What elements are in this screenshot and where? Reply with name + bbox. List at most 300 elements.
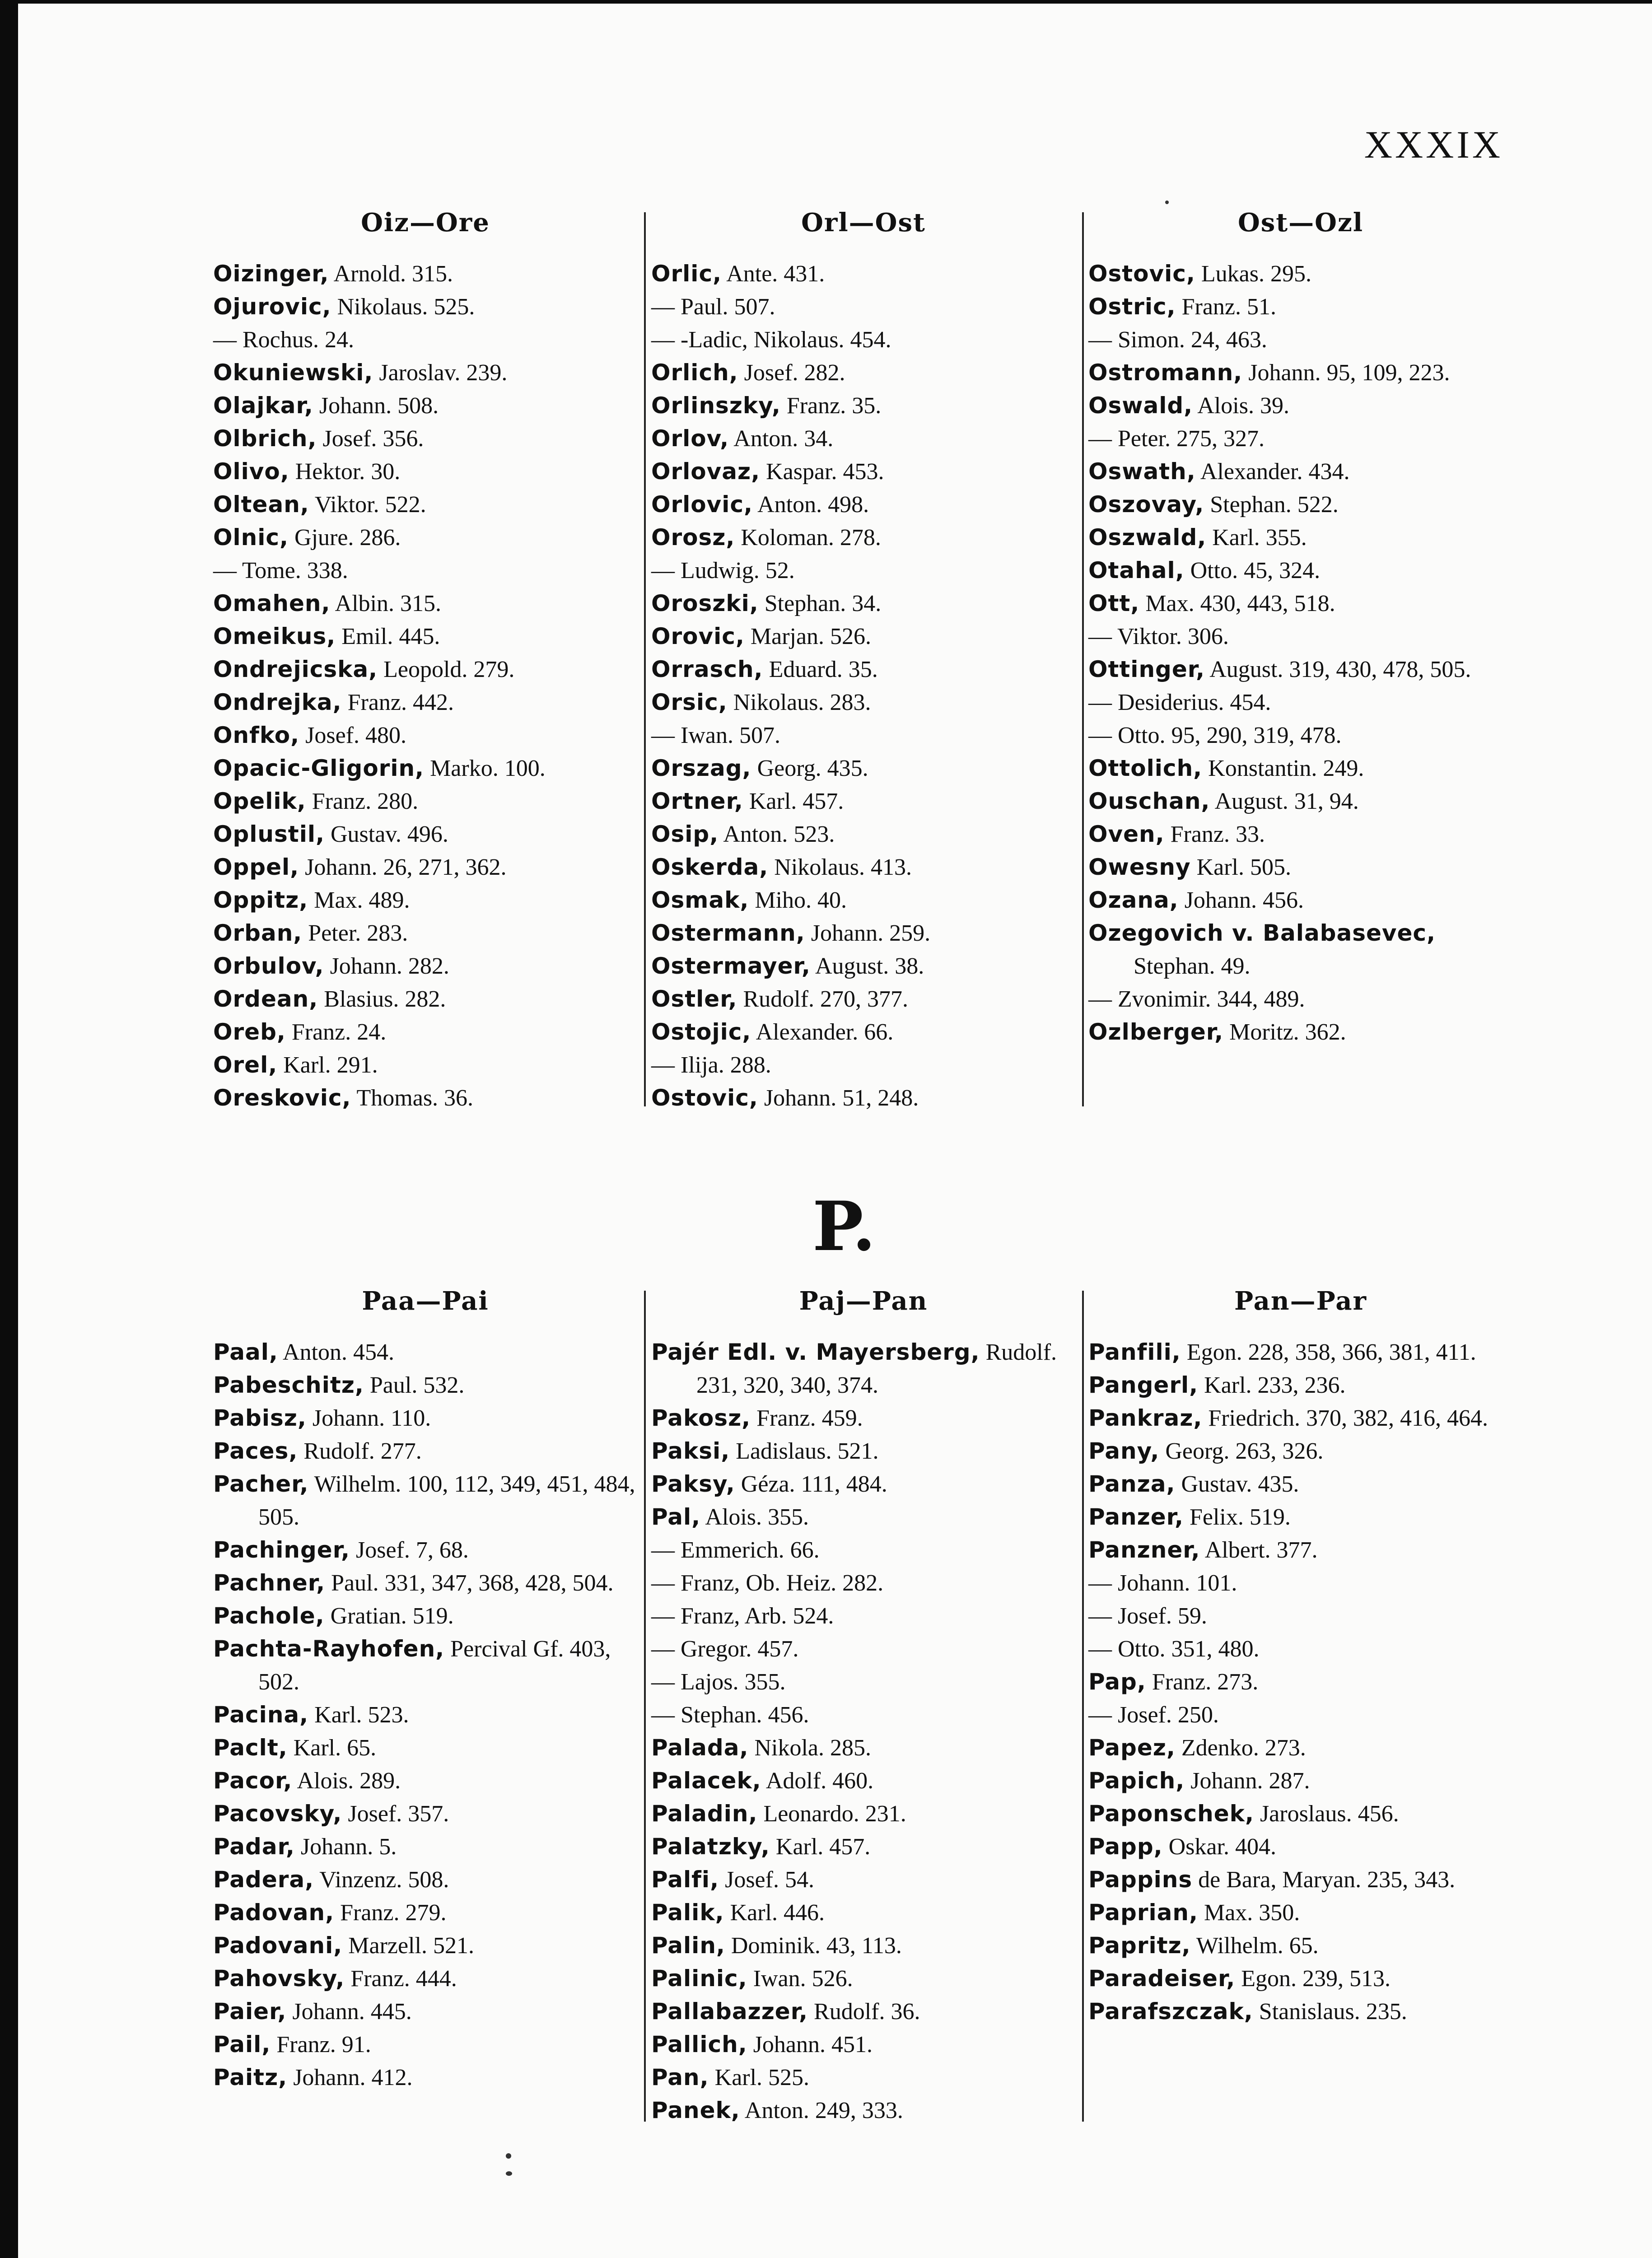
entry-details: Franz. 24. [285,1019,387,1045]
index-entry [1088,620,1513,653]
index-entry [213,290,638,323]
entry-surname: Omeikus, [213,623,336,649]
entry-surname: Orlich, [651,359,738,386]
index-entry [1088,290,1513,323]
entry-surname: Oskerda, [651,854,769,880]
column-header: Paj—Pan [799,1286,928,1316]
entry-surname: Olnic, [213,524,289,551]
entry-details: — Josef. 59. [1088,1603,1207,1629]
entry-surname: Orlovic, [651,491,753,518]
entry-details: Josef. 54. [719,1867,814,1893]
entry-details: Rudolf. 270, 377. [737,986,908,1012]
index-entry [651,455,1076,488]
entry-surname: Pap, [1088,1669,1146,1695]
index-entry [651,653,1076,686]
entry-details: Josef. 7, 68. [350,1537,469,1563]
entry-surname: Ostler, [651,986,737,1012]
entry-surname: Paradeiser, [1088,1965,1236,1992]
entry-details: Johann. 26, 271, 362. [299,854,507,880]
entry-details: — Emmerich. 66. [651,1537,820,1563]
entry-surname: Palada, [651,1735,749,1761]
column [1088,1286,1513,2028]
entry-details: — Otto. 95, 290, 319, 478. [1088,723,1342,748]
index-entry [651,1731,1076,1764]
entry-surname: Olbrich, [213,425,317,452]
entry-surname: Papez, [1088,1735,1176,1761]
entry-surname: Pabisz, [213,1405,307,1431]
entry-details: Egon. 239, 513. [1235,1966,1391,1992]
entry-surname: Pal, [651,1504,701,1530]
entry-details: Felix. 519. [1183,1504,1291,1530]
top-section [18,208,1652,1111]
index-entry [213,620,638,653]
index-entry [1088,653,1513,686]
section-letter: P. [812,1187,876,1266]
index-entry [651,1962,1076,1995]
index-entry [1088,554,1513,587]
index-entry [651,983,1076,1016]
index-entry [1088,851,1513,884]
entry-list [213,257,638,1115]
entry-surname: Ostovic, [1088,261,1195,287]
entry-surname: Pachole, [213,1603,325,1629]
entry-surname: Oltean, [213,491,309,518]
entry-details: Karl. 355. [1206,525,1307,551]
entry-surname: Oswath, [1088,458,1196,485]
entry-details: Gustav. 496. [324,821,448,847]
index-entry [1088,1402,1513,1435]
entry-surname: Onfko, [213,722,300,748]
entry-details: Franz. 51. [1176,294,1277,320]
entry-surname: Orel, [213,1052,278,1078]
index-entry [651,290,1076,323]
entry-surname: Ojurovic, [213,294,331,320]
index-entry [213,1929,638,1962]
entry-surname: Panzner, [1088,1537,1200,1563]
entry-surname: Padar, [213,1833,295,1860]
entry-surname: Paal, [213,1339,278,1365]
entry-surname: Palacek, [651,1768,761,1794]
index-entry [1088,1764,1513,1797]
index-entry [213,785,638,818]
entry-details: — Iwan. 507. [651,723,780,748]
entry-surname: Oppel, [213,854,299,880]
entry-surname: Pail, [213,2031,271,2057]
entry-surname: Oppitz, [213,887,308,913]
entry-surname: Palfi, [651,1866,719,1893]
entry-details: Anton. 523. [719,821,835,847]
entry-surname: Pangerl, [1088,1372,1199,1398]
index-entry [651,785,1076,818]
entry-details: — Desiderius. 454. [1088,690,1271,715]
entry-details: Rudolf. 277. [298,1438,422,1464]
column-divider [644,212,646,1106]
entry-details: Josef. 356. [317,426,424,452]
entry-surname: Pajér Edl. v. Mayersberg, [651,1339,980,1365]
index-entry [213,389,638,422]
entry-details: Moritz. 362. [1223,1019,1346,1045]
entry-details: — Johann. 101. [1088,1570,1237,1596]
entry-details: Leopold. 279. [378,657,515,682]
index-entry [1088,1830,1513,1863]
entry-surname: Paksi, [651,1438,730,1464]
index-entry [213,422,638,455]
entry-surname: Oroszki, [651,590,759,616]
entry-details: — Peter. 275, 327. [1088,426,1265,452]
entry-surname: Orszag, [651,755,751,781]
entry-details: Karl. 446. [724,1900,825,1926]
column [651,208,1076,1115]
index-entry [1088,587,1513,620]
index-entry [651,554,1076,587]
entry-list [1088,1336,1513,2028]
index-entry [213,455,638,488]
entry-details: — Josef. 250. [1088,1702,1219,1728]
index-entry [213,1962,638,1995]
entry-details: — Tome. 338. [213,558,348,583]
entry-details: Anton. 498. [753,492,869,518]
entry-details: Ante. 431. [722,261,825,287]
index-entry [213,1567,638,1600]
index-entry [1088,686,1513,719]
column-header: Orl—Ost [801,208,926,238]
entry-details: Johann. 5. [294,1834,397,1860]
index-entry [651,1567,1076,1600]
index-entry [213,356,638,389]
index-entry [1088,1666,1513,1698]
entry-details: Franz. 279. [334,1900,447,1926]
index-entry [213,1336,638,1369]
entry-details: Karl. 525. [709,2065,810,2090]
entry-details: — Zvonimir. 344, 489. [1088,986,1305,1012]
index-entry [1088,917,1513,983]
entry-details: Blasius. 282. [318,986,446,1012]
column [213,208,638,1115]
entry-surname: Orlic, [651,261,722,287]
entry-surname: Pany, [1088,1438,1160,1464]
index-entry [213,752,638,785]
index-entry [1088,1731,1513,1764]
entry-surname: Pacher, [213,1471,309,1497]
index-entry [213,686,638,719]
entry-details: Egon. 228, 358, 366, 381, 411. [1181,1339,1476,1365]
entry-details: Emil. 445. [336,624,440,649]
index-entry [651,488,1076,521]
entry-surname: Okuniewski, [213,359,373,386]
index-entry [651,1402,1076,1435]
index-entry [651,1797,1076,1830]
entry-details: Franz. 35. [780,393,882,419]
entry-surname: Pallich, [651,2031,747,2057]
index-entry [651,884,1076,917]
entry-surname: Ouschan, [1088,788,1210,814]
entry-surname: Ottolich, [1088,755,1203,781]
entry-details: Oskar. 404. [1162,1834,1276,1860]
entry-details: Vinzenz. 508. [314,1867,449,1893]
entry-surname: Oswald, [1088,392,1193,419]
page-number: XXXIX [1364,123,1503,166]
entry-surname: Paces, [213,1438,298,1464]
index-entry [1088,422,1513,455]
entry-details: August. 319, 430, 478, 505. [1205,657,1471,682]
entry-surname: Pacovsky, [213,1801,342,1827]
index-entry [651,1863,1076,1896]
entry-details: Otto. 45, 324. [1184,558,1321,583]
entry-surname: Ostric, [1088,294,1176,320]
entry-surname: Orban, [213,920,303,946]
entry-details: Eduard. 35. [763,657,878,682]
entry-details: — Rochus. 24. [213,327,354,353]
index-entry [1088,884,1513,917]
index-entry [1088,1896,1513,1929]
entry-surname: Ortner, [651,788,743,814]
entry-details: Leonardo. 231. [757,1801,906,1827]
entry-details: Georg. 263, 326. [1159,1438,1324,1464]
index-entry [213,818,638,851]
entry-surname: Ostermayer, [651,953,811,979]
entry-surname: Papritz, [1088,1932,1191,1959]
entry-details: Stanislaus. 235. [1253,1999,1407,2025]
index-entry [213,1995,638,2028]
entry-details: Alexander. 66. [751,1019,894,1045]
entry-surname: Pappins [1088,1866,1193,1893]
entry-details: Max. 350. [1198,1900,1300,1926]
entry-details: Anton. 454. [278,1339,395,1365]
entry-surname: Padera, [213,1866,314,1893]
index-entry [651,257,1076,290]
entry-surname: Pahovsky, [213,1965,345,1992]
entry-details: Gratian. 519. [324,1603,454,1629]
entry-surname: Orlov, [651,425,729,452]
entry-details: Josef. 480. [299,723,406,748]
entry-details: Paul. 331, 347, 368, 428, 504. [325,1570,614,1596]
index-entry [213,1049,638,1082]
entry-details: Nikolaus. 283. [727,690,871,715]
entry-surname: Ostovic, [651,1085,758,1111]
index-entry [1088,983,1513,1016]
entry-surname: Ott, [1088,590,1140,616]
entry-details: Marjan. 526. [744,624,872,649]
column-divider [1082,1291,1084,2122]
entry-surname: Paladin, [651,1801,758,1827]
entry-surname: Pakosz, [651,1405,751,1431]
column-header: Pan—Par [1234,1286,1367,1316]
entry-surname: Palatzky, [651,1833,770,1860]
entry-surname: Palin, [651,1932,725,1959]
index-entry [213,1633,638,1698]
index-entry [651,422,1076,455]
entry-surname: Opacic-Gligorin, [213,755,425,781]
entry-list [213,1336,638,2094]
index-entry [213,851,638,884]
column [1088,208,1513,1049]
index-entry [651,1633,1076,1666]
entry-details: Iwan. 526. [747,1966,853,1992]
index-entry [651,2094,1076,2127]
entry-surname: Orosz, [651,524,735,551]
index-entry [1088,1600,1513,1633]
index-entry [213,653,638,686]
index-entry [1088,1016,1513,1049]
index-entry [1088,1633,1513,1666]
entry-details: Alois. 39. [1193,393,1289,419]
entry-surname: Panek, [651,2097,740,2123]
entry-details: Arnold. 315. [329,261,453,287]
index-entry [213,1435,638,1468]
index-entry [651,356,1076,389]
entry-details: Marko. 100. [424,756,546,781]
entry-surname: Olajkar, [213,392,313,419]
entry-details: — Viktor. 306. [1088,624,1229,649]
entry-surname: Oszovay, [1088,491,1204,518]
index-entry [213,1797,638,1830]
entry-surname: Orsic, [651,689,728,715]
entry-list [1088,257,1513,1049]
entry-details: Karl. 291. [277,1052,378,1078]
entry-details: Dominik. 43, 113. [725,1933,902,1959]
entry-surname: Ondrejka, [213,689,342,715]
entry-details: August. 31, 94. [1210,788,1359,814]
index-entry [651,1049,1076,1082]
entry-surname: Pachinger, [213,1537,350,1563]
entry-details: Géza. 111, 484. [735,1471,887,1497]
entry-details: Franz. 273. [1146,1669,1259,1695]
entry-surname: Paitz, [213,2064,288,2090]
entry-details: — Ludwig. 52. [651,558,795,583]
entry-surname: Ostojic, [651,1019,751,1045]
entry-surname: Panzer, [1088,1504,1184,1530]
entry-surname: Paprian, [1088,1899,1198,1926]
index-entry [1088,521,1513,554]
entry-surname: Pallabazzer, [651,1998,808,2025]
index-entry [651,1435,1076,1468]
entry-details: Franz. 91. [271,2032,371,2057]
index-entry [1088,1962,1513,1995]
index-entry [213,1731,638,1764]
entry-surname: Osmak, [651,887,749,913]
entry-details: Johann. 412. [287,2065,413,2090]
index-entry [651,521,1076,554]
entry-details: Johann. 456. [1178,887,1304,913]
entry-surname: Pabeschitz, [213,1372,364,1398]
entry-details: Max. 489. [308,887,410,913]
index-entry [213,1863,638,1896]
index-entry [651,2028,1076,2061]
index-entry [213,950,638,983]
entry-details: Johann. 110. [306,1405,431,1431]
index-entry [213,1764,638,1797]
entry-surname: Papich, [1088,1768,1185,1794]
entry-details: Karl. 65. [287,1735,377,1761]
index-entry [1088,1435,1513,1468]
entry-surname: Ozana, [1088,887,1179,913]
index-entry [1088,257,1513,290]
index-entry [651,1896,1076,1929]
entry-details: Albert. 377. [1200,1537,1318,1563]
column [213,1286,638,2094]
index-entry [1088,1468,1513,1501]
index-entry [213,884,638,917]
entry-surname: Padovan, [213,1899,335,1926]
index-entry [213,1600,638,1633]
entry-details: Franz. 442. [341,690,454,715]
entry-details: Jaroslav. 239. [373,360,508,386]
index-entry [651,1830,1076,1863]
entry-surname: Oszwald, [1088,524,1207,551]
entry-details: Konstantin. 249. [1202,756,1364,781]
entry-surname: Papp, [1088,1833,1163,1860]
entry-details: Stephan. 522. [1204,492,1339,518]
entry-details: Thomas. 36. [351,1085,474,1111]
entry-details: Karl. 457. [743,788,844,814]
bottom-section [18,1286,1652,2144]
index-entry [213,1468,638,1534]
entry-surname: Ostromann, [1088,359,1243,386]
entry-details: Alois. 355. [700,1504,809,1530]
index-entry [1088,1863,1513,1896]
entry-surname: Orlinszky, [651,392,781,419]
entry-details: Rudolf. 231, 320, 340, 374. [696,1339,1057,1398]
index-entry [1088,356,1513,389]
entry-surname: Pacina, [213,1702,309,1728]
entry-details: — Stephan. 456. [651,1702,809,1728]
entry-surname: Parafszczak, [1088,1998,1253,2025]
scan-speck [1165,201,1169,204]
entry-details: Franz. 459. [751,1405,863,1431]
entry-surname: Panza, [1088,1471,1176,1497]
entry-surname: Pankraz, [1088,1405,1203,1431]
index-entry [651,1501,1076,1534]
entry-details: Karl. 505. [1190,854,1291,880]
entry-details: Viktor. 522. [309,492,426,518]
entry-surname: Oreb, [213,1019,286,1045]
index-entry [651,1336,1076,1402]
index-entry [213,1698,638,1731]
index-entry [651,686,1076,719]
entry-surname: Opelik, [213,788,306,814]
entry-details: Karl. 523. [308,1702,409,1728]
index-entry [213,917,638,950]
entry-details: — Otto. 351, 480. [1088,1636,1260,1662]
index-entry [1088,1534,1513,1567]
index-entry [213,2028,638,2061]
index-entry [213,587,638,620]
entry-surname: Oizinger, [213,261,329,287]
entry-details: Johann. 282. [324,953,449,979]
index-entry [651,1468,1076,1501]
entry-surname: Palik, [651,1899,724,1926]
entry-surname: Paclt, [213,1735,288,1761]
entry-details: — Paul. 507. [651,294,775,320]
index-entry [651,2061,1076,2094]
index-entry [213,983,638,1016]
entry-details: Max. 430, 443, 518. [1139,591,1335,616]
entry-details: Miho. 40. [749,887,847,913]
entry-details: Karl. 457. [770,1834,871,1860]
index-entry [1088,818,1513,851]
index-entry [651,917,1076,950]
entry-details: Stephan. 49. [1134,953,1251,979]
entry-details: Johann. 451. [747,2032,873,2057]
entry-details: Stephan. 34. [758,591,882,616]
entry-surname: Owesny [1088,854,1191,880]
entry-surname: Olivo, [213,458,289,485]
entry-details: de Bara, Maryan. 235, 343. [1192,1867,1456,1893]
entry-surname: Pachta-Rayhofen, [213,1636,445,1662]
index-entry [213,323,638,356]
entry-details: Johann. 508. [313,393,439,419]
entry-surname: Pachner, [213,1570,326,1596]
